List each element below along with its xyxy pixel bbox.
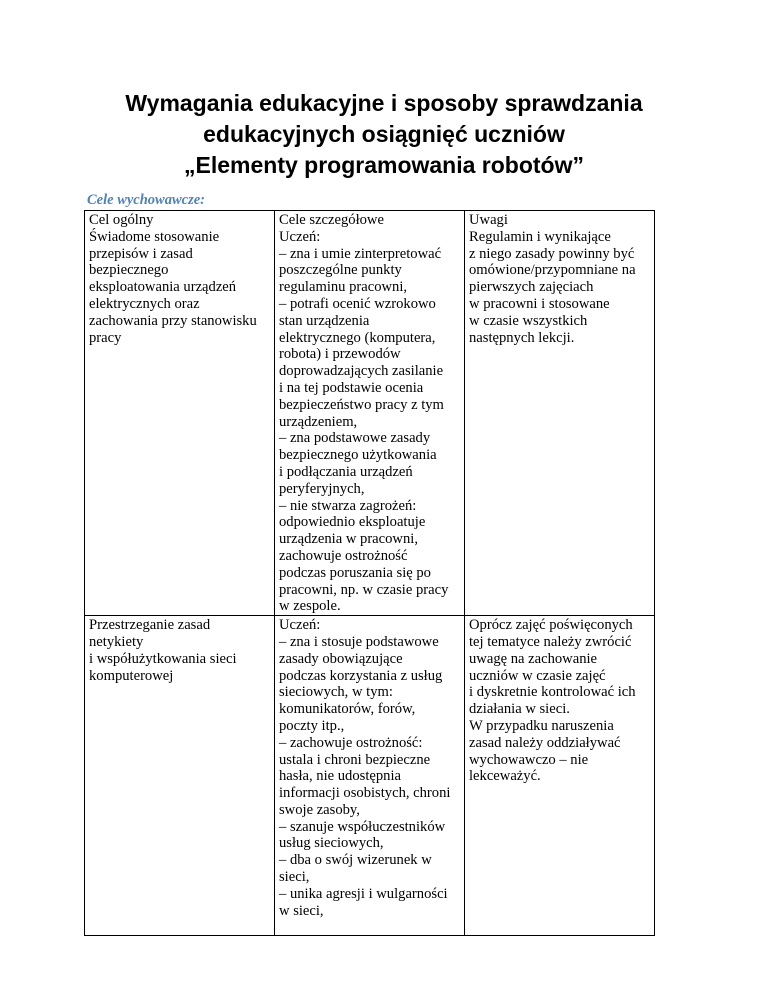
specific-goals-text: Uczeń: – zna i stosuje podstawowe zasady obowiązujące podczas korzystania z usług sieciowych, w tym: komunikatorów, forów, poczty itp., – zachowuje ostrożność: ustala i chroni bezpieczne hasła, nie udostępnia informacji osobistych, chroni swoje zasoby, – szanuje współuczestników usług sieciowych, – dba o swój wizerunek w sieci, – unika agresji i wulgarności w sieci, <box>279 617 451 919</box>
notes-text: Regulamin i wynikające z niego zasady powinny być omówione/przypomniane na pierwszych zajęciach w pracowni i stosowane w czasie wszystkich następnych lekcji. <box>469 228 636 346</box>
notes-cell <box>465 616 655 936</box>
title-line-3: „Elementy programowania robotów” <box>184 152 584 178</box>
notes-cell <box>465 211 655 616</box>
notes-text: Oprócz zajęć poświęconych tej tematyce należy zwrócić uwagę na zachowanie uczniów w czasie zajęć i dyskretnie kontrolować ich działania w sieci. W przypadku naruszenia zasad należy oddziaływać wychowawczo – nie lekceważyć. <box>469 617 636 785</box>
document-title <box>60 88 708 181</box>
specific-goals-cell <box>275 616 465 936</box>
goals-table <box>84 210 655 936</box>
specific-goals-text: Uczeń: – zna i umie zinterpretować poszczególne punkty regulaminu pracowni, – potrafi ocenić wzrokowo stan urządzenia elektrycznego (komputera, robota) i przewodów doprowadzających zasilanie i na tej podstawie ocenia bezpieczeństwo pracy z tym urządzeniem, – zna podstawowe zasady bezpiecznego użytkowania i podłączania urządzeń peryferyjnych, – nie stwarza zagrożeń: odpowiednio eksploatuje urządzenia w pracowni, zachowuje ostrożność podczas poruszania się po pracowni, np. w czasie pracy w zespole. <box>279 228 449 615</box>
general-goal-cell <box>85 211 275 616</box>
column-header-specific: Cele szczegółowe <box>279 212 384 228</box>
general-goal-cell <box>85 616 275 936</box>
column-header-notes: Uwagi <box>469 212 508 228</box>
column-header-general: Cel ogólny <box>89 212 154 228</box>
title-line-2: edukacyjnych osiągnięć uczniów <box>203 121 565 147</box>
title-line-1: Wymagania edukacyjne i sposoby sprawdzania <box>125 90 643 116</box>
table-row <box>85 211 655 616</box>
section-heading: Cele wychowawcze: <box>87 192 205 208</box>
table-row <box>85 616 655 936</box>
general-goal-text: Przestrzeganie zasad netykiety i współużytkowania sieci komputerowej <box>89 617 237 684</box>
specific-goals-cell <box>275 211 465 616</box>
general-goal-text: Świadome stosowanie przepisów i zasad bezpiecznego eksploatowania urządzeń elektrycznych oraz zachowania przy stanowisku pracy <box>89 228 257 346</box>
